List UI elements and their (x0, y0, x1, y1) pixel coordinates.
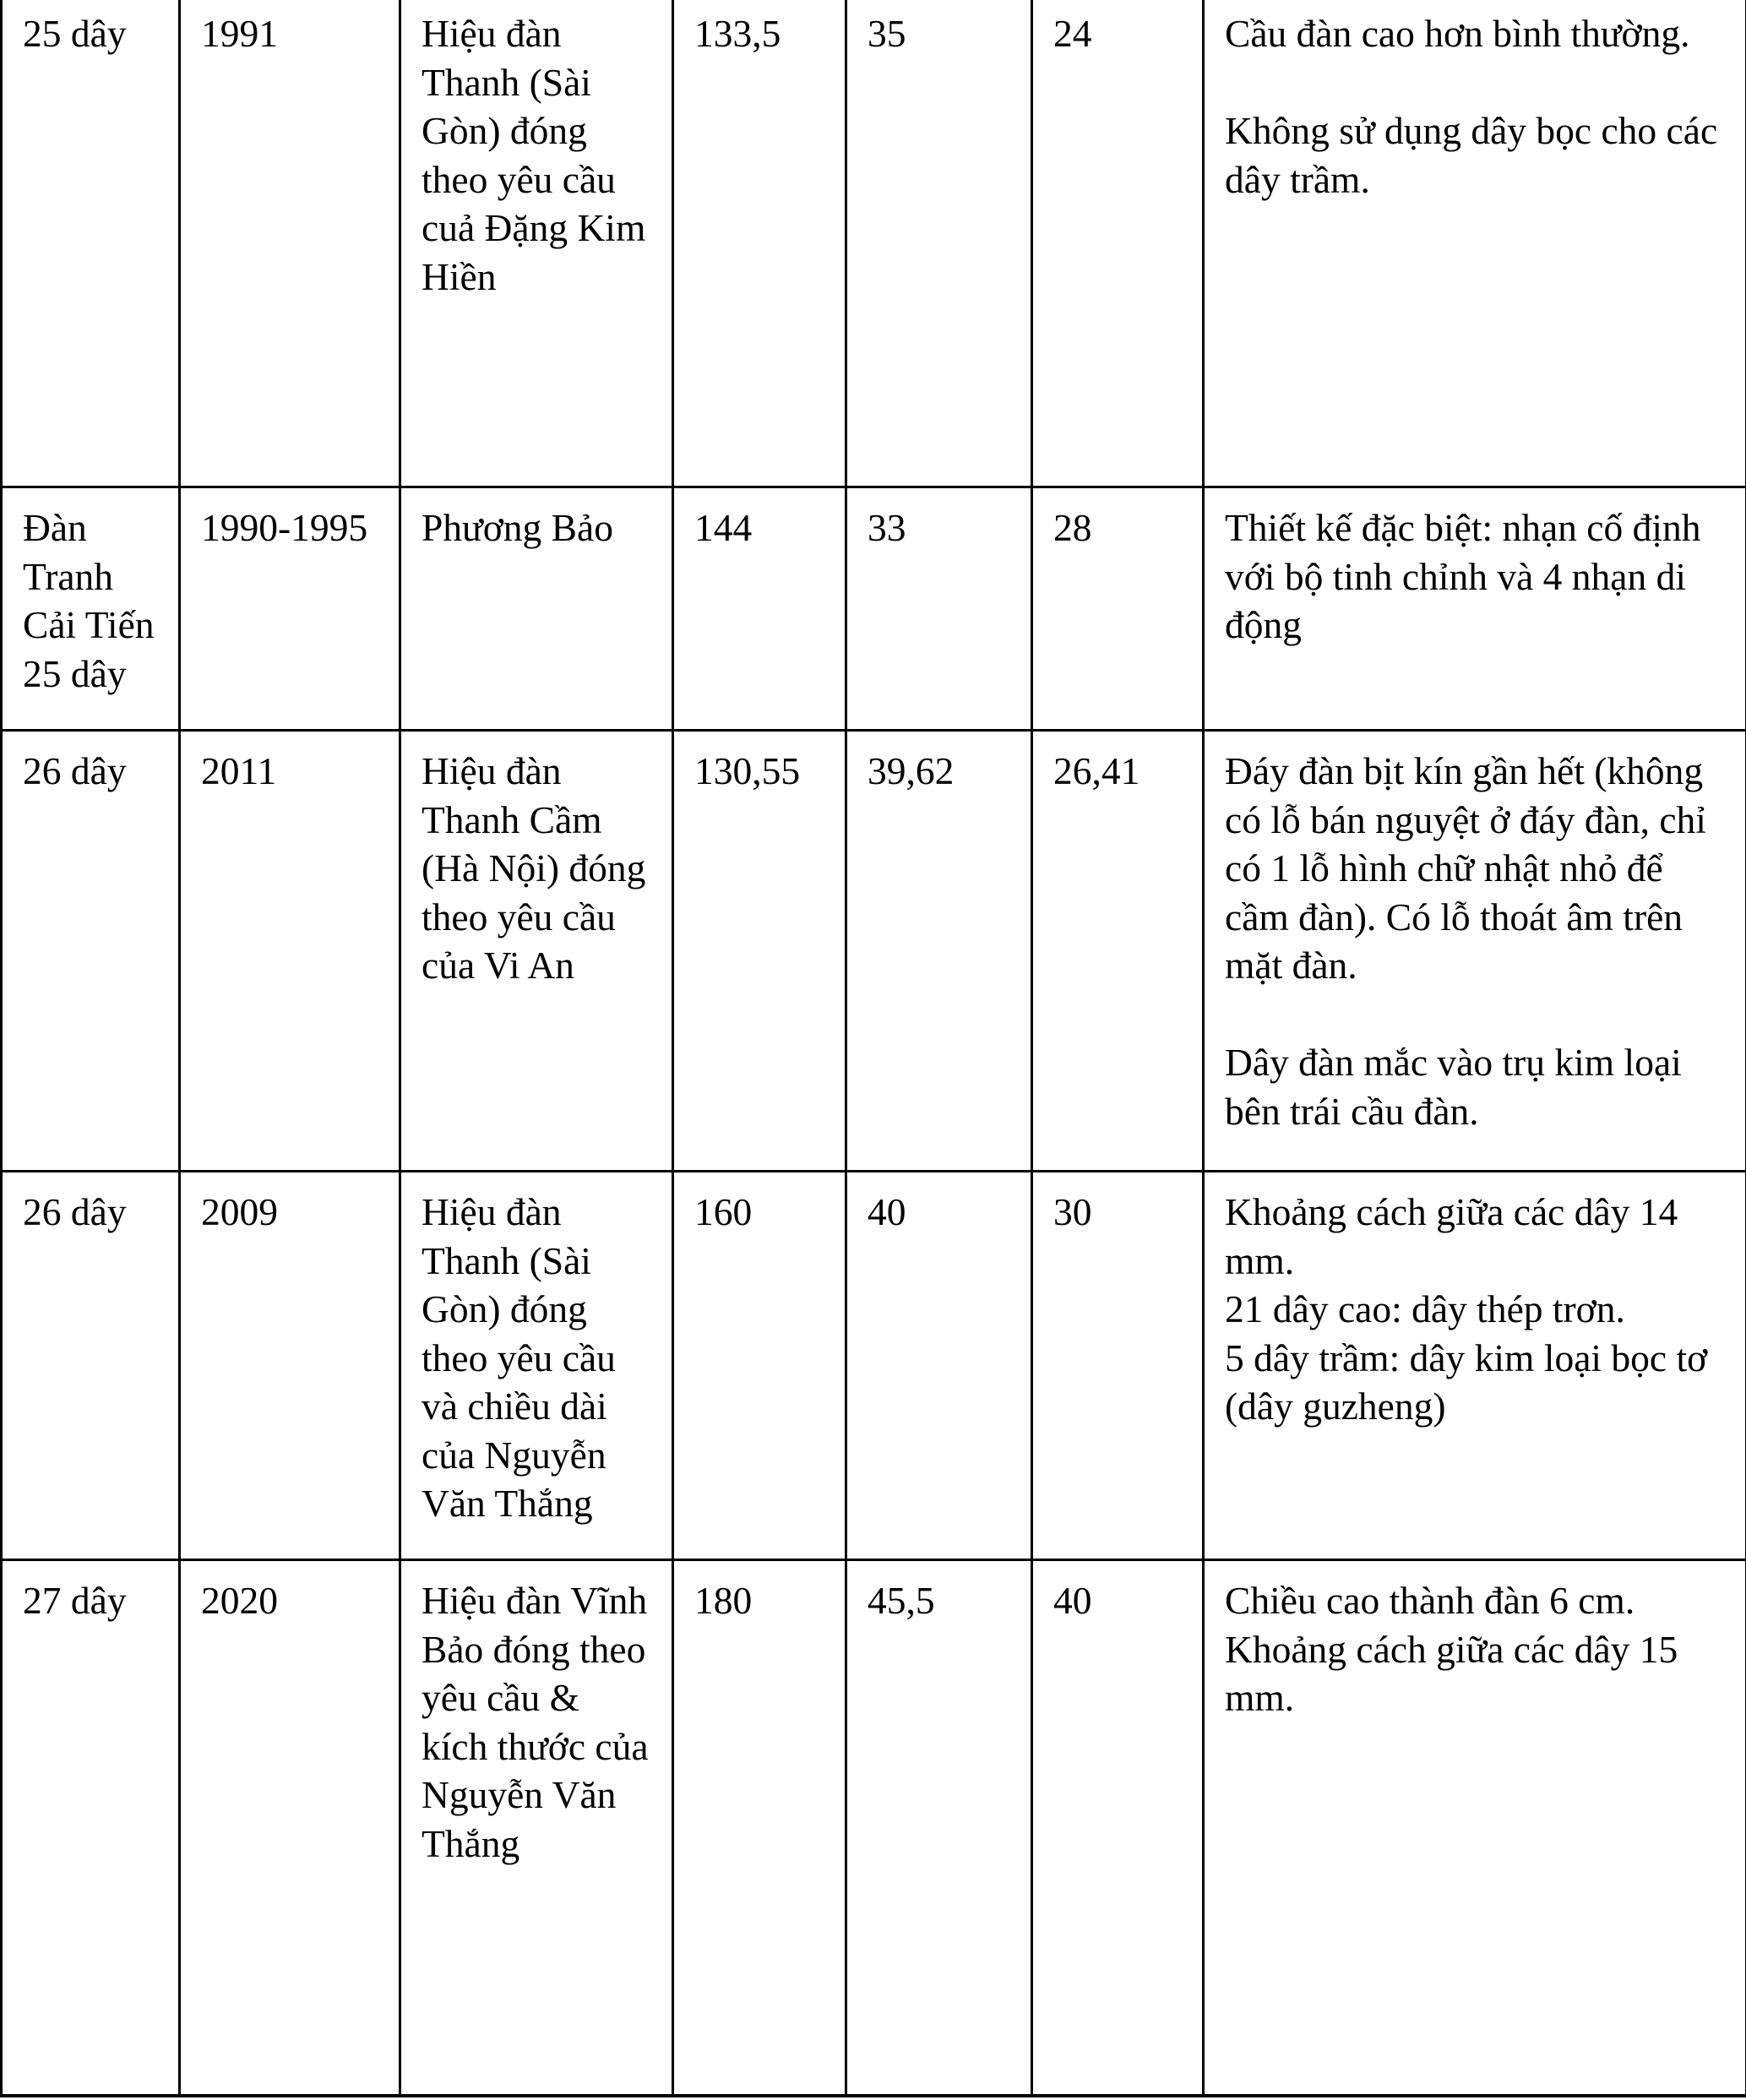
cell-length: 160 (673, 1172, 846, 1560)
cell-width-tail: 24 (1032, 0, 1204, 487)
table-row (2, 731, 1746, 1172)
cell-length: 144 (673, 487, 846, 731)
cell-width-tail: 30 (1032, 1172, 1204, 1560)
cell-length: 180 (673, 1560, 846, 2096)
cell-year: 2009 (180, 1172, 400, 1560)
note-paragraph: Chiều cao thành đàn 6 cm. Khoảng cách giữa các dây 15 mm. (1225, 1579, 1678, 1719)
cell-length: 130,55 (673, 731, 846, 1172)
cell-type: 27 dây (2, 1560, 180, 2096)
cell-note (1204, 1560, 1746, 2096)
cell-maker: Hiệu đàn Thanh Cầm (Hà Nội) đóng theo yêu cầu của Vi An (400, 731, 673, 1172)
cell-note (1204, 0, 1746, 487)
cell-note (1204, 1172, 1746, 1560)
note-paragraph: Khoảng cách giữa các dây 14 mm. 21 dây cao: dây thép trơn. 5 dây trầm: dây kim loại bọc tơ (dây guzheng) (1225, 1190, 1708, 1428)
cell-note (1204, 731, 1746, 1172)
cell-width-head: 39,62 (846, 731, 1032, 1172)
note-paragraph: Cầu đàn cao hơn bình thường. (1225, 12, 1690, 55)
cell-width-tail: 28 (1032, 487, 1204, 731)
note-paragraph: Dây đàn mắc vào trụ kim loại bên trái cầu đàn. (1225, 1041, 1682, 1133)
cell-width-tail: 40 (1032, 1560, 1204, 2096)
note-paragraph: Thiết kế đặc biệt: nhạn cố định với bộ tinh chỉnh và 4 nhạn di động (1225, 506, 1701, 646)
table-row (2, 1172, 1746, 1560)
cell-maker: Hiệu đàn Vĩnh Bảo đóng theo yêu cầu & kích thước của Nguyễn Văn Thắng (400, 1560, 673, 2096)
cell-width-head: 45,5 (846, 1560, 1032, 2096)
table-row (2, 487, 1746, 731)
cell-note (1204, 487, 1746, 731)
cell-length: 133,5 (673, 0, 846, 487)
cell-type: 26 dây (2, 731, 180, 1172)
cell-width-head: 33 (846, 487, 1032, 731)
cell-year: 2011 (180, 731, 400, 1172)
cell-maker: Hiệu đàn Thanh (Sài Gòn) đóng theo yêu cầu và chiều dài của Nguyễn Văn Thắng (400, 1172, 673, 1560)
cell-type: 25 dây (2, 0, 180, 487)
note-paragraph: Không sử dụng dây bọc cho các dây trầm. (1225, 109, 1718, 201)
table-row (2, 0, 1746, 487)
cell-maker: Phương Bảo (400, 487, 673, 731)
cell-type: 26 dây (2, 1172, 180, 1560)
cell-width-head: 40 (846, 1172, 1032, 1560)
cell-type: Đàn Tranh Cải Tiến 25 dây (2, 487, 180, 731)
cell-maker: Hiệu đàn Thanh (Sài Gòn) đóng theo yêu cầu cuả Đặng Kim Hiền (400, 0, 673, 487)
cell-year: 2020 (180, 1560, 400, 2096)
note-paragraph: Đáy đàn bịt kín gần hết (không có lỗ bán nguyệt ở đáy đàn, chỉ có 1 lỗ hình chữ nhật nhỏ để cầm đàn). Có lỗ thoát âm trên mặt đàn. (1225, 749, 1706, 987)
cell-year: 1991 (180, 0, 400, 487)
cell-year: 1990-1995 (180, 487, 400, 731)
cell-width-tail: 26,41 (1032, 731, 1204, 1172)
table-row (2, 1560, 1746, 2096)
cell-width-head: 35 (846, 0, 1032, 487)
